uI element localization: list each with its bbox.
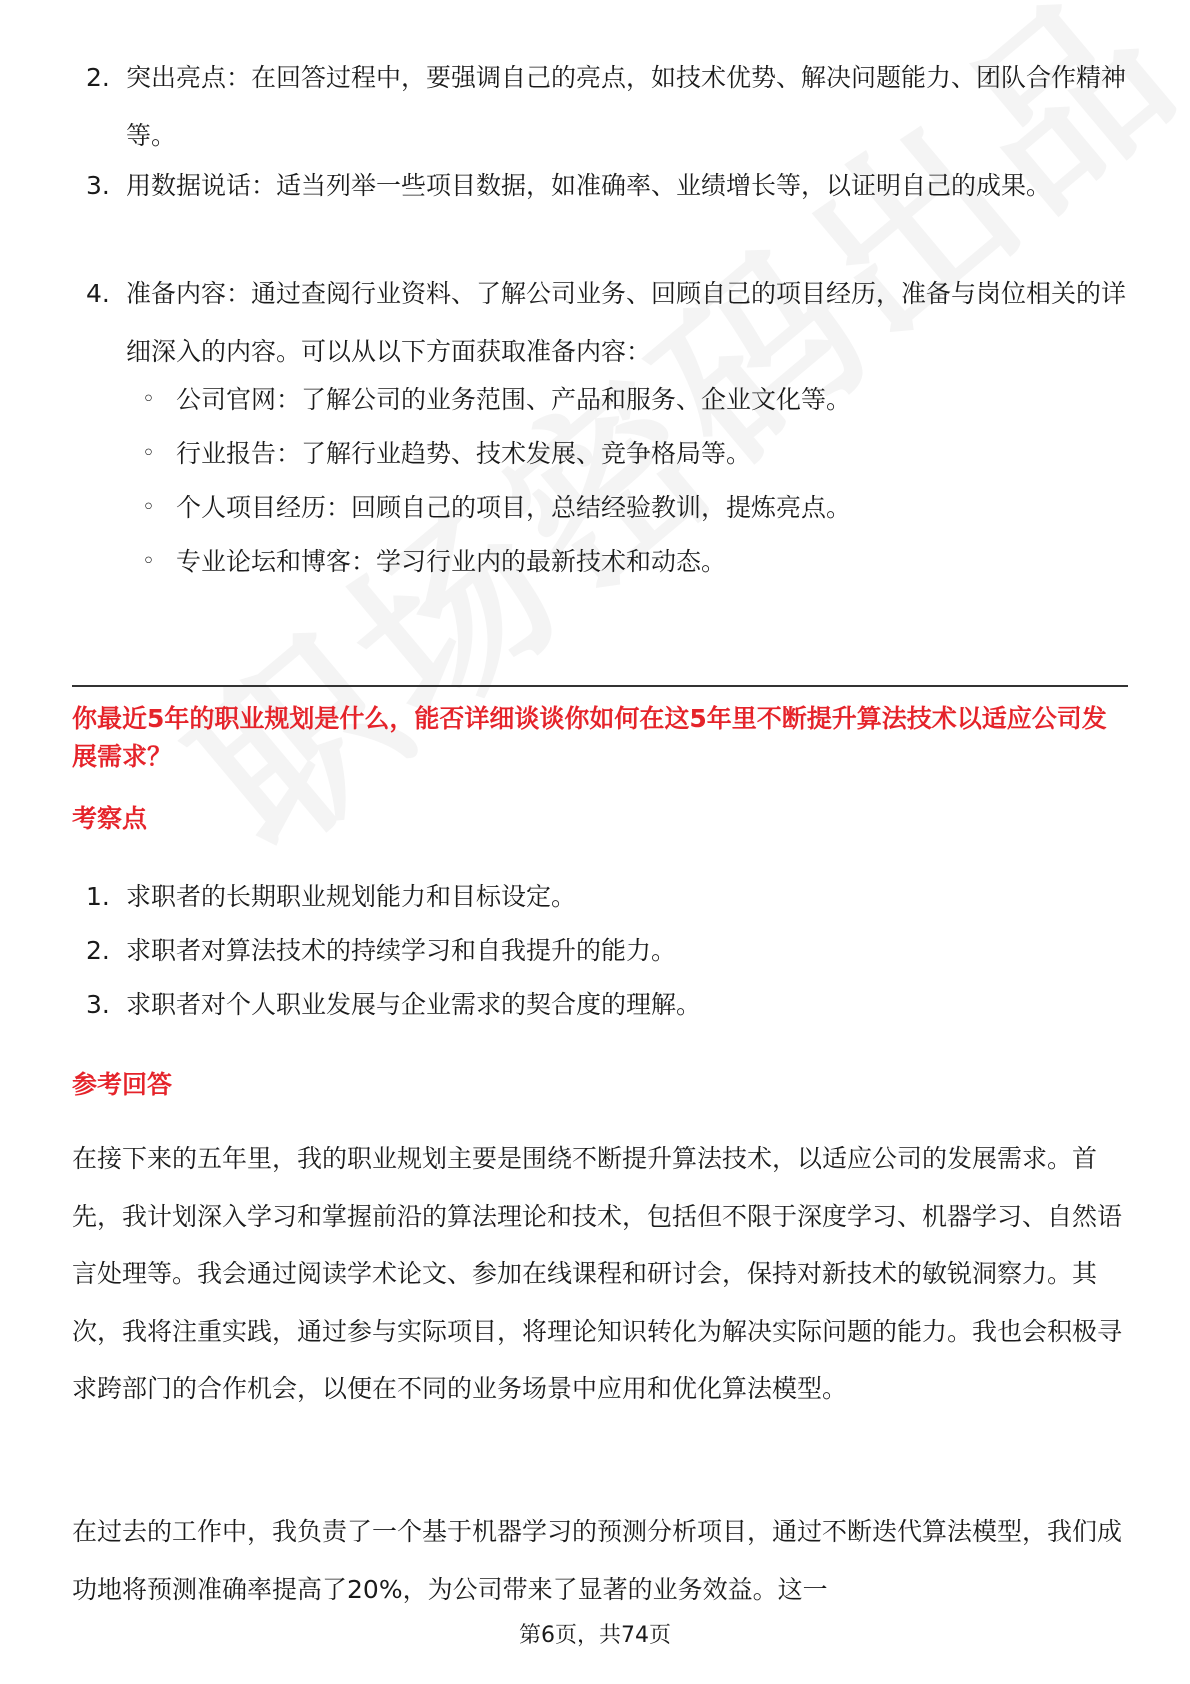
- sub-list-text: 专业论坛和博客：学习行业内的最新技术和动态。: [176, 547, 727, 576]
- section-divider: [72, 685, 1128, 687]
- sub-list-text: 公司官网：了解公司的业务范围、产品和服务、企业文化等。: [176, 385, 852, 414]
- question-heading: 你最近5年的职业规划是什么，能否详细谈谈你如何在这5年里不断提升算法技术以适应公司发展需求？: [72, 704, 1107, 771]
- bullet-icon: ◦: [142, 387, 155, 412]
- bullet-icon: ◦: [142, 441, 155, 466]
- bullet-icon: ◦: [142, 549, 155, 574]
- section-heading-points: 考察点: [72, 804, 148, 833]
- list-number: 1.: [86, 882, 110, 911]
- list-text: 求职者对个人职业发展与企业需求的契合度的理解。: [126, 990, 702, 1019]
- list-number: 2.: [86, 63, 110, 92]
- list-number: 2.: [86, 936, 110, 965]
- list-number: 3.: [86, 990, 110, 1019]
- sub-list-text: 行业报告：了解行业趋势、技术发展、竞争格局等。: [176, 439, 752, 468]
- paragraph: 在接下来的五年里，我的职业规划主要是围绕不断提升算法技术，以适应公司的发展需求。首先，我计划深入学习和掌握前沿的算法理论和技术，包括但不限于深度学习、机器学习、自然语言处理等。我会通过阅读学术论文、参加在线课程和研讨会，保持对新技术的敏锐洞察力。其次，我将注重实践，通过参与实际项目，将理论知识转化为解决实际问题的能力。我也会积极寻求跨部门的合作机会，以便在不同的业务场景中应用和优化算法模型。: [72, 1144, 1123, 1403]
- bullet-icon: ◦: [142, 495, 155, 520]
- list-number: 3.: [86, 171, 110, 200]
- list-text: 求职者的长期职业规划能力和目标设定。: [126, 882, 577, 911]
- paragraph: 在过去的工作中，我负责了一个基于机器学习的预测分析项目，通过不断迭代算法模型，我们成功地将预测准确率提高了20%，为公司带来了显著的业务效益。这一: [72, 1517, 1123, 1604]
- list-text: 用数据说话：适当列举一些项目数据，如准确率、业绩增长等，以证明自己的成果。: [126, 171, 1052, 200]
- list-text: 准备内容：通过查阅行业资料、了解公司业务、回顾自己的项目经历，准备与岗位相关的详细深入的内容。可以从以下方面获取准备内容：: [126, 279, 1127, 366]
- sub-list-text: 个人项目经历：回顾自己的项目，总结经验教训，提炼亮点。: [176, 493, 852, 522]
- section-heading-answer: 参考回答: [72, 1070, 173, 1099]
- list-text: 突出亮点：在回答过程中，要强调自己的亮点，如技术优势、解决问题能力、团队合作精神等。: [126, 63, 1127, 150]
- page-footer: 第6页，共74页: [519, 1623, 671, 1648]
- list-text: 求职者对算法技术的持续学习和自我提升的能力。: [126, 936, 677, 965]
- list-number: 4.: [86, 279, 110, 308]
